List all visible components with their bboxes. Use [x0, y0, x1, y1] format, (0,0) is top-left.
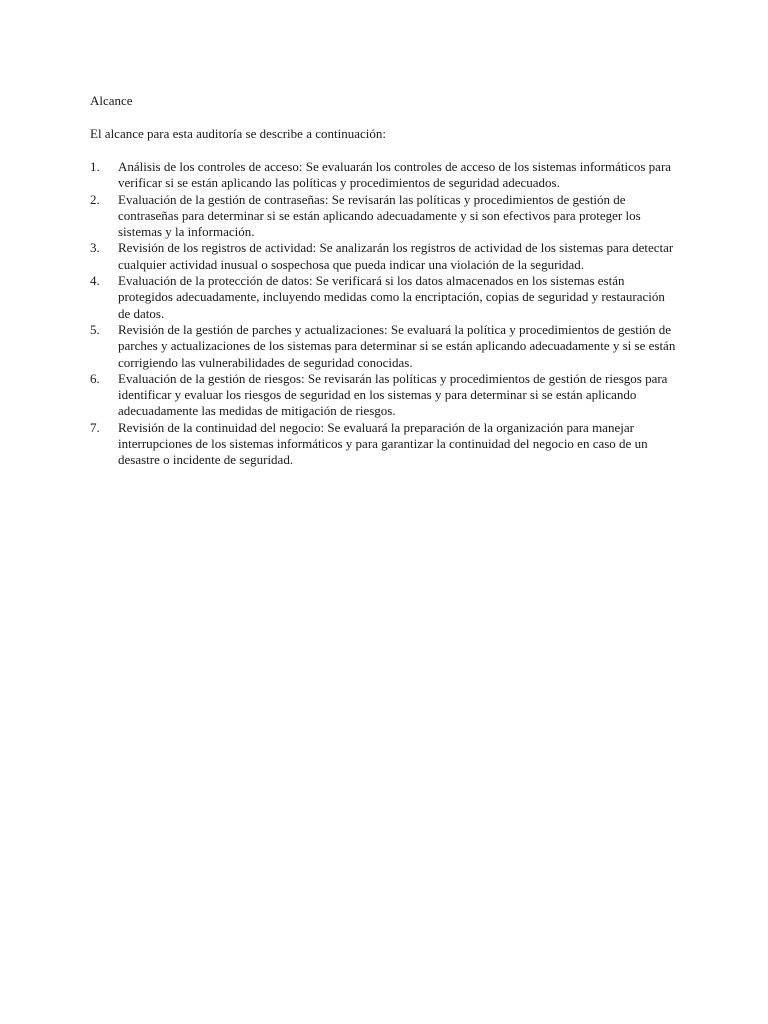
list-item-text: Revisión de la gestión de parches y actualizaciones: Se evaluará la política y procedimientos de gestión de parches y actualizaciones de los sistemas para determinar si se están aplicando adecuadamente y si se están corrigiendo las vulnerabilidades de seguridad conocidas. — [118, 321, 676, 370]
list-item-text: Análisis de los controles de acceso: Se evaluarán los controles de acceso de los sistemas informáticos para verificar si se están aplicando las políticas y procedimientos de seguridad adecuados. — [118, 159, 672, 191]
list-item-number: 7. — [90, 419, 100, 435]
list-item-number: 6. — [90, 370, 100, 386]
list-item — [90, 192, 680, 241]
list-item-number: 5. — [90, 321, 100, 337]
list-item — [90, 371, 680, 420]
list-item — [90, 159, 680, 192]
list-item-number: 2. — [90, 191, 100, 207]
list-item-text: Evaluación de la protección de datos: Se verificará si los datos almacenados en los sistemas están protegidos adecuadamente, incluyendo medidas como la encriptación, copias de seguridad y restauración de datos. — [118, 273, 665, 321]
list-item — [90, 322, 680, 371]
intro-paragraph: El alcance para esta auditoría se describe a continuación: — [90, 126, 386, 141]
list-item-text: Revisión de la continuidad del negocio: Se evaluará la preparación de la organización para manejar interrupciones de los sistemas informáticos y para garantizar la continuidad del negocio en caso de un desastre o incidente de seguridad. — [118, 419, 648, 468]
scope-list — [90, 159, 680, 469]
list-item-number: 1. — [90, 159, 100, 174]
list-item-number: 4. — [90, 273, 100, 289]
list-item-text: Revisión de los registros de actividad: Se analizarán los registros de actividad de los sistemas para detectar cualquier actividad inusual o sospechosa que pueda indicar una violación de la seguridad. — [118, 240, 674, 272]
list-item — [90, 273, 680, 322]
list-item-number: 3. — [90, 240, 100, 256]
section-heading: Alcance — [90, 93, 133, 108]
list-item — [90, 240, 680, 273]
list-item-text: Evaluación de la gestión de riesgos: Se revisarán las políticas y procedimientos de gestión de riesgos para identificar y evaluar los riesgos de seguridad en los sistemas y para determinar si se están aplicando adecuadamente las medidas de mitigación de riesgos. — [118, 370, 668, 419]
list-item-text: Evaluación de la gestión de contraseñas: Se revisarán las políticas y procedimientos de gestión de contraseñas para determinar si se están aplicando adecuadamente y si son efectivos para proteger los sistemas y la información. — [118, 191, 641, 240]
list-item — [90, 420, 680, 469]
